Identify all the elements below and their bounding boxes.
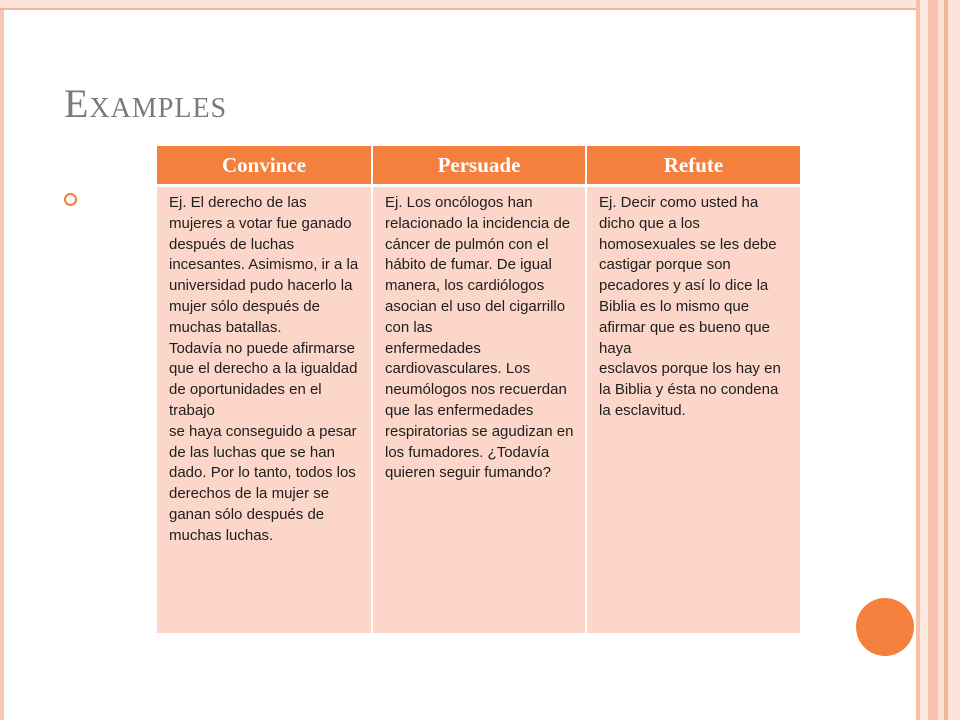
top-border — [0, 0, 920, 8]
header-convince: Convince — [157, 146, 372, 186]
table-header-row — [157, 146, 800, 186]
header-refute: Refute — [586, 146, 800, 186]
top-border-line — [0, 8, 920, 10]
decorative-circle — [856, 598, 914, 656]
header-persuade: Persuade — [372, 146, 586, 186]
table-row — [157, 186, 800, 634]
left-border — [0, 0, 4, 720]
slide-title: Examples — [64, 81, 228, 126]
bullet-icon — [64, 193, 77, 206]
cell-convince: Ej. El derecho de las mujeres a votar fue ganado después de luchas incesantes. Asimismo, ir a la universidad pudo hacerlo la mujer sólo después de muchas batallas. Todavía no puede afirmarse que el derecho a la igualdad de oportunidades en el trabajo se haya conseguido a pesar de las luchas que se han dado. Por lo tanto, todos los derechos de la mujer se ganan sólo después de muchas luchas. — [157, 186, 372, 634]
cell-persuade: Ej. Los oncólogos han relacionado la incidencia de cáncer de pulmón con el hábito de fumar. De igual manera, los cardiólogos asocian el uso del cigarrillo con las enfermedades cardiovasculares. Los neumólogos nos recuerdan que las enfermedades respiratorias se agudizan en los fumadores. ¿Todavía quieren seguir fumando? — [372, 186, 586, 634]
examples-table — [157, 146, 800, 633]
right-decorative-bars — [916, 0, 960, 720]
cell-refute: Ej. Decir como usted ha dicho que a los homosexuales se les debe castigar porque son pecadores y así lo dice la Biblia es lo mismo que afirmar que es bueno que haya esclavos porque los hay en la Biblia y ésta no condena la esclavitud. — [586, 186, 800, 634]
